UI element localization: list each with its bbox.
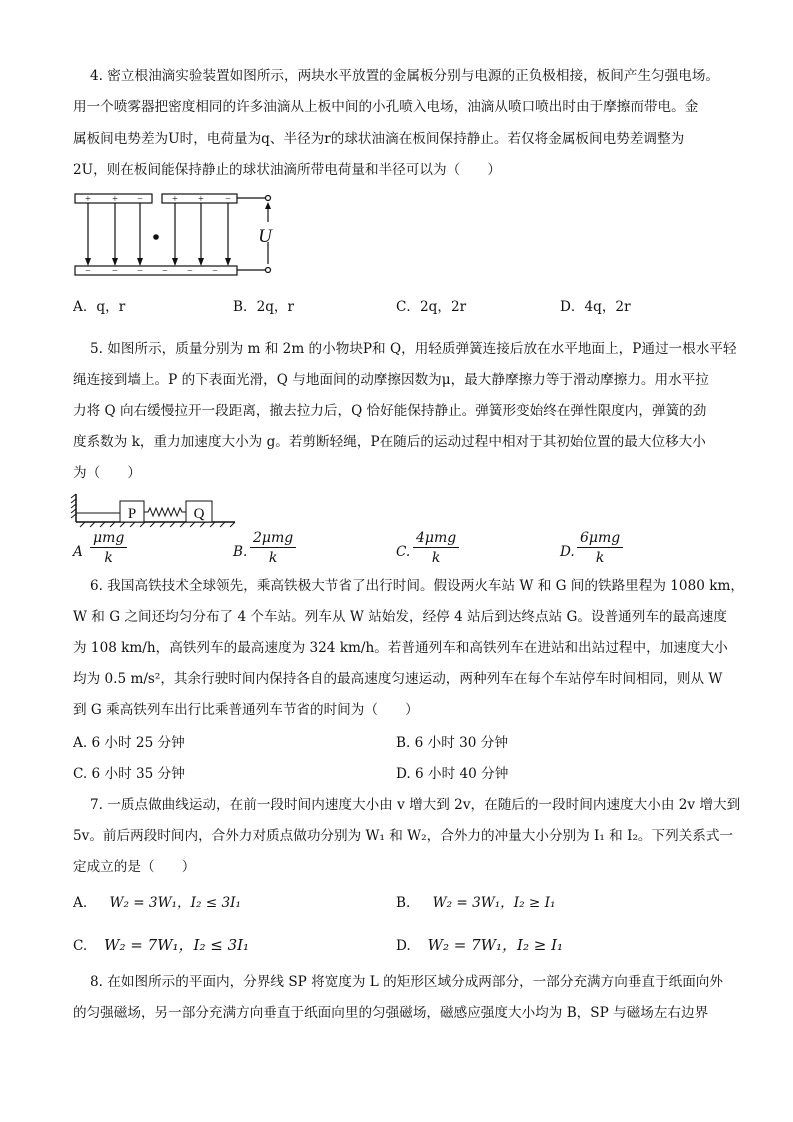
q6-option-b[interactable]: B. 6 小时 30 分钟 [396, 735, 508, 751]
q4-option-a[interactable]: A．q，r [73, 299, 126, 315]
q4-option-b[interactable]: B．2q，r [233, 299, 295, 315]
denominator: k [268, 550, 278, 566]
q6-line-3: 为 108 km/h，高铁列车的最高速度为 324 km/h。若普通列车和高铁列车在进站和出站过程中，加速度大小 [73, 640, 728, 656]
q7-line-2: 5v。前后两段时间内，合外力对质点做功分别为 W₁ 和 W₂，合外力的冲量大小分别为 I₁ 和 I₂。下列关系式一 [73, 828, 734, 844]
q8-line-2: 的匀强磁场，另一部分充满方向垂直于纸面向里的匀强磁场，磁感应强度大小均为 B，SP 与磁场左右边界 [73, 1005, 709, 1021]
option-letter: D. [396, 938, 411, 954]
q5-option-a-fraction[interactable] [90, 530, 127, 566]
block-q-label: Q [193, 506, 205, 522]
minus-sign: − [137, 266, 143, 277]
q5-option-c-letter[interactable]: C. [396, 544, 411, 560]
positive-terminal [266, 196, 271, 201]
q4-option-c[interactable]: C．2q，2r [396, 299, 467, 315]
plus-sign: + [85, 194, 91, 205]
minus-sign: − [187, 266, 193, 277]
q7-option-b[interactable] [396, 893, 555, 913]
denominator: k [104, 550, 113, 566]
option-expression: W₂ = 3W₁，I₂ ≥ I₁ [432, 895, 556, 911]
q6-line-1: 6. 我国高铁技术全球领先，乘高铁极大节省了出行时间。假设两火车站 W 和 G 间的铁路里程为 1080 km， [90, 578, 744, 594]
minus-sign: − [137, 194, 143, 205]
q5-line-2: 绳连接到墙上。P 的下表面光滑，Q 与地面间的动摩擦因数为μ，最大静摩擦力等于滑动摩擦力。用水平拉 [73, 372, 709, 388]
oil-droplet [153, 234, 159, 240]
q5-line-1: 5. 如图所示，质量分别为 m 和 2m 的小物块P和 Q，用轻质弹簧连接后放在水平地面上，P通过一根水平轻 [90, 341, 737, 357]
q4-line-4: 2U，则在板间能保持静止的球状油滴所带电荷量和半径可以为（ ） [73, 162, 501, 178]
q5-line-4: 度系数为 k，重力加速度大小为 g。若剪断轻绳，P在随后的运动过程中相对于其初始位置的最大位移大小 [73, 434, 706, 450]
spring [144, 508, 186, 516]
negative-terminal [266, 268, 271, 273]
numerator: μmg [90, 530, 127, 548]
q6-option-c[interactable]: C. 6 小时 35 分钟 [73, 766, 185, 782]
q5-line-3: 力将 Q 向右缓慢拉开一段距离，撤去拉力后，Q 恰好能保持静止。弹簧形变始终在弹性限度内，弹簧的劲 [73, 403, 707, 419]
q4-line-2: 用一个喷雾器把密度相同的许多油滴从上板中间的小孔喷入电场，油滴从喷口喷出时由于摩擦而带电。金 [73, 99, 699, 115]
q5-line-5: 为（ ） [73, 465, 141, 481]
plus-sign: + [198, 194, 204, 205]
denominator: k [595, 550, 605, 566]
q5-option-d-fraction[interactable] [577, 530, 623, 566]
spring-blocks-figure [70, 492, 240, 528]
q5-option-b-letter[interactable]: B. [233, 544, 248, 560]
q7-line-1: 7. 一质点做曲线运动，在前一段时间内速度大小由 v 增大到 2v，在随后的一段时间内速度大小由 2v 增大到 [90, 797, 741, 813]
minus-sign: − [85, 266, 91, 277]
plus-sign: + [172, 194, 178, 205]
q5-option-a-letter[interactable]: A [73, 544, 83, 560]
option-letter: A. [73, 895, 88, 911]
q6-option-a[interactable]: A. 6 小时 25 分钟 [73, 735, 185, 751]
q4-option-d[interactable]: D．4q，2r [560, 299, 631, 315]
q4-line-3: 属板间电势差为U时，电荷量为q、半径为r的球状油滴在板间保持静止。若仅将金属板间电势差调整为 [73, 131, 685, 147]
minus-sign: − [225, 194, 231, 205]
numerator: 4μmg [413, 530, 459, 548]
denominator: k [431, 550, 441, 566]
q5-option-c-fraction[interactable] [413, 530, 459, 566]
q7-option-c[interactable] [73, 935, 249, 956]
minus-sign: − [112, 266, 118, 277]
option-letter: C. [73, 938, 88, 954]
q5-option-d-letter[interactable]: D. [560, 544, 575, 560]
option-expression: W₂ = 7W₁，I₂ ≥ I₁ [427, 936, 564, 954]
q8-line-1: 8. 在如图所示的平面内，分界线 SP 将宽度为 L 的矩形区域分成两部分，一部分充满方向垂直于纸面向外 [90, 974, 723, 990]
q7-line-3: 定成立的是（ ） [73, 859, 196, 875]
option-letter: B. [396, 895, 411, 911]
oil-drop-apparatus-figure [70, 190, 280, 282]
q7-option-a[interactable] [73, 893, 241, 913]
q5-option-b-fraction[interactable] [250, 530, 296, 566]
q6-option-d[interactable]: D. 6 小时 40 分钟 [396, 766, 509, 782]
block-p-label: P [127, 506, 137, 522]
q6-line-5: 到 G 乘高铁列车出行比乘普通列车节省的时间为（ ） [73, 702, 419, 718]
minus-sign: − [212, 266, 218, 277]
plus-sign: + [112, 194, 118, 205]
q6-line-2: W 和 G 之间还均匀分布了 4 个车站。列车从 W 站始发，经停 4 站后到达终点站 G。设普通列车的最高速度 [73, 609, 727, 625]
option-expression: W₂ = 3W₁，I₂ ≤ 3I₁ [109, 895, 241, 911]
numerator: 6μmg [577, 530, 623, 548]
option-expression: W₂ = 7W₁，I₂ ≤ 3I₁ [104, 936, 250, 954]
minus-sign: − [162, 266, 168, 277]
q6-line-4: 均为 0.5 m/s²，其余行驶时间内保持各自的最高速度匀速运动，两种列车在每个车站停车时间相同，则从 W [73, 671, 723, 687]
q4-line-1: 4. 密立根油滴实验装置如图所示，两块水平放置的金属板分别与电源的正负极相接，板间产生匀强电场。 [90, 68, 720, 84]
voltage-label: U [258, 226, 272, 247]
q7-option-d[interactable] [396, 935, 563, 956]
numerator: 2μmg [250, 530, 296, 548]
